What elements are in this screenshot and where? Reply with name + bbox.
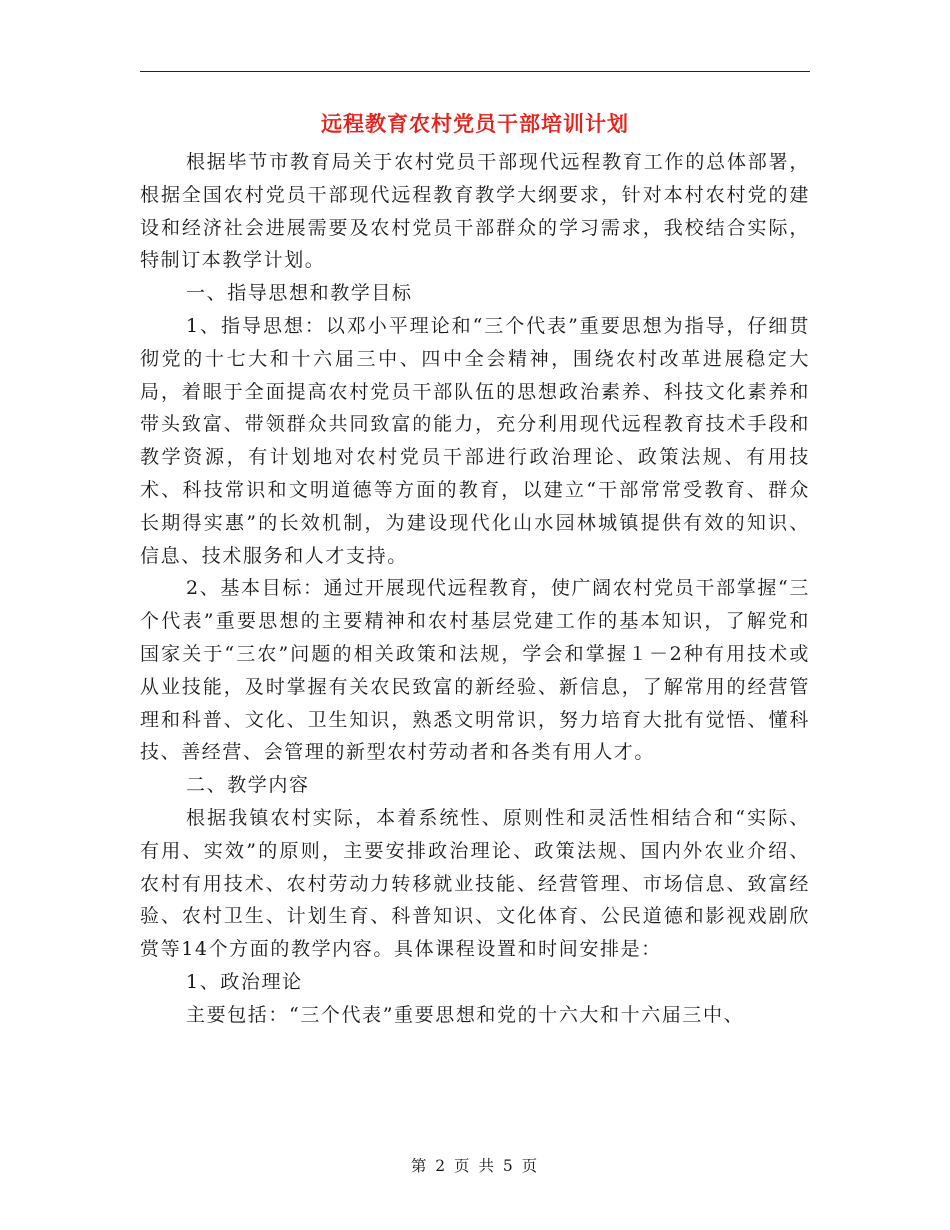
paragraph-basic-goal: 2、基本目标：通过开展现代远程教育，使广阔农村党员干部掌握“三个代表”重要思想的主要精神和农村基层党建工作的基本知识，了解党和国家关于“三农”问题的相关政策和法规，学会和掌握１－2种有用技术或从业技能，及时掌握有关农民致富的新经验、新信息，了解常用的经营管理和科普、文化、卫生知识，熟悉文明常识，努力培育大批有觉悟、懂科技、善经营、会管理的新型农村劳动者和各类有用人才。 [140, 577, 810, 764]
paragraph-guiding-thought: 1、指导思想：以邓小平理论和“三个代表”重要思想为指导，仔细贯彻党的十七大和十六届三中、四中全会精神，围绕农村改革进展稳定大局，着眼于全面提高农村党员干部队伍的思想政治素养、科技文化素养和带头致富、带领群众共同致富的能力，充分利用现代远程教育技术手段和教学资源，有计划地对农村党员干部进行政治理论、政策法规、有用技术、科技常识和文明道德等方面的教育，以建立“干部常常受教育、群众长期得实惠”的长效机制，为建设现代化山水园林城镇提供有效的知识、信息、技术服务和人才支持。 [140, 314, 810, 567]
paragraph-politics: 主要包括：“三个代表”重要思想和党的十六大和十六届三中、 [186, 1003, 745, 1026]
header-rule [140, 71, 810, 72]
subheading-politics: 1、政治理论 [186, 970, 303, 993]
document-body [140, 146, 810, 1032]
paragraph-intro: 根据毕节市教育局关于农村党员干部现代远程教育工作的总体部署，根据全国农村党员干部现代远程教育教学大纲要求，针对本村农村党的建设和经济社会进展需要及农村党员干部群众的学习需求，我校结合实际，特制订本教学计划。 [140, 151, 810, 272]
paragraph-teaching-content: 根据我镇农村实际，本着系统性、原则性和灵活性相结合和“实际、有用、实效”的原则，主要安排政治理论、政策法规、国内外农业介绍、农村有用技术、农村劳动力转移就业技能、经营管理、市场信息、致富经验、农村卫生、计划生育、科普知识、文化体育、公民道德和影视戏剧欣赏等14个方面的教学内容。具体课程设置和时间安排是： [140, 806, 810, 961]
page-number: 第 2 页 共 5 页 [410, 1157, 540, 1175]
document-title: 远程教育农村党员干部培训计划 [321, 112, 629, 136]
section-heading-2: 二、教学内容 [186, 774, 310, 797]
section-heading-1: 一、指导思想和教学目标 [186, 282, 413, 305]
